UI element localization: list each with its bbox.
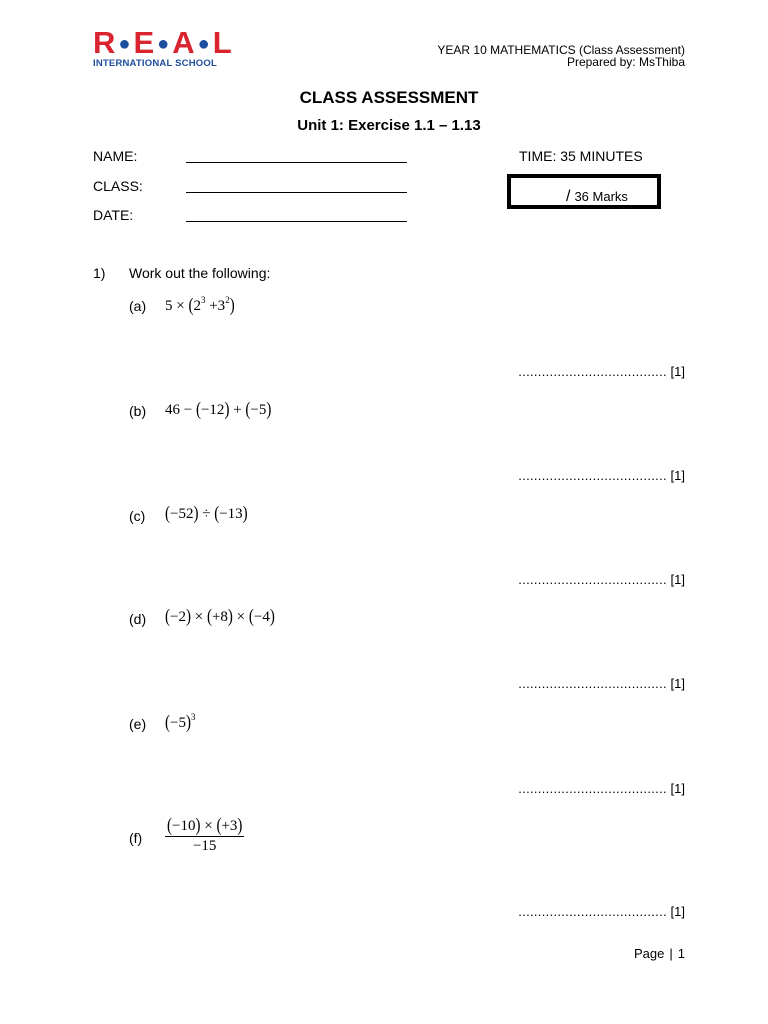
fraction-numerator: (−10) × (+3) — [167, 815, 243, 836]
fraction-expression-f — [165, 815, 244, 855]
mark-value: [1] — [670, 572, 685, 587]
part-label: (d) — [129, 611, 147, 627]
marks-box — [507, 174, 661, 209]
answer-line — [518, 468, 685, 483]
page-label: Page — [634, 946, 665, 961]
question-text: Work out the following: — [129, 265, 271, 281]
expression-d: (−2) × (+8) × (−4) — [165, 606, 275, 627]
page-number: 1 — [677, 946, 685, 961]
part-label: (b) — [129, 403, 147, 419]
class-field[interactable] — [186, 192, 407, 193]
school-logo — [93, 27, 233, 60]
expression-c: (−52) ÷ (−13) — [165, 503, 248, 524]
marks-total: 36 Marks — [574, 189, 628, 204]
expression-a: $5 \times (2^3 +3^2)$ — [165, 295, 235, 316]
answer-line — [518, 364, 685, 379]
logo-letter: R — [93, 25, 117, 60]
answer-dots: ...................................... — [518, 572, 667, 587]
marks-slash: / — [566, 188, 571, 205]
expression-b: 46 − (−12) + (−5) — [165, 399, 272, 420]
time-allowed: TIME: 35 MINUTES — [519, 148, 643, 164]
question-number: 1) — [93, 265, 106, 281]
class-label: CLASS: — [93, 178, 143, 194]
logo-letter: E — [133, 25, 156, 60]
logo-dot: ● — [157, 33, 171, 56]
fraction-denominator: −15 — [192, 838, 217, 854]
answer-line — [518, 904, 685, 919]
mark-value: [1] — [670, 676, 685, 691]
expression-e: $(-5)^3$ — [165, 712, 196, 733]
logo-letter: L — [212, 25, 233, 60]
answer-line — [518, 676, 685, 691]
part-label: (c) — [129, 508, 146, 524]
header-author: Prepared by: MsThiba — [566, 55, 685, 69]
mark-value: [1] — [670, 904, 685, 919]
logo-letter: A — [172, 25, 196, 60]
answer-line — [518, 572, 685, 587]
page-footer — [634, 946, 685, 961]
mark-value: [1] — [670, 781, 685, 796]
answer-line — [518, 781, 685, 796]
mark-value: [1] — [670, 468, 685, 483]
logo-dot: ● — [197, 33, 211, 56]
answer-dots: ...................................... — [518, 364, 667, 379]
marks-text — [566, 188, 628, 206]
date-field[interactable] — [186, 221, 407, 222]
part-label: (e) — [129, 716, 147, 732]
part-label: (f) — [129, 830, 143, 846]
mark-value: [1] — [670, 364, 685, 379]
page-separator: | — [669, 946, 673, 961]
answer-dots: ...................................... — [518, 676, 667, 691]
name-label: NAME: — [93, 148, 138, 164]
page-title: CLASS ASSESSMENT — [299, 88, 479, 107]
answer-dots: ...................................... — [518, 781, 667, 796]
date-label: DATE: — [93, 207, 134, 223]
page-subtitle: Unit 1: Exercise 1.1 – 1.13 — [297, 117, 481, 134]
name-field[interactable] — [186, 162, 407, 163]
part-label: (a) — [129, 298, 147, 314]
logo-dot: ● — [118, 33, 132, 56]
header-course: YEAR 10 MATHEMATICS (Class Assessment) — [437, 43, 685, 57]
answer-dots: ...................................... — [518, 904, 667, 919]
logo-subtitle: INTERNATIONAL SCHOOL — [93, 58, 217, 69]
answer-dots: ...................................... — [518, 468, 667, 483]
